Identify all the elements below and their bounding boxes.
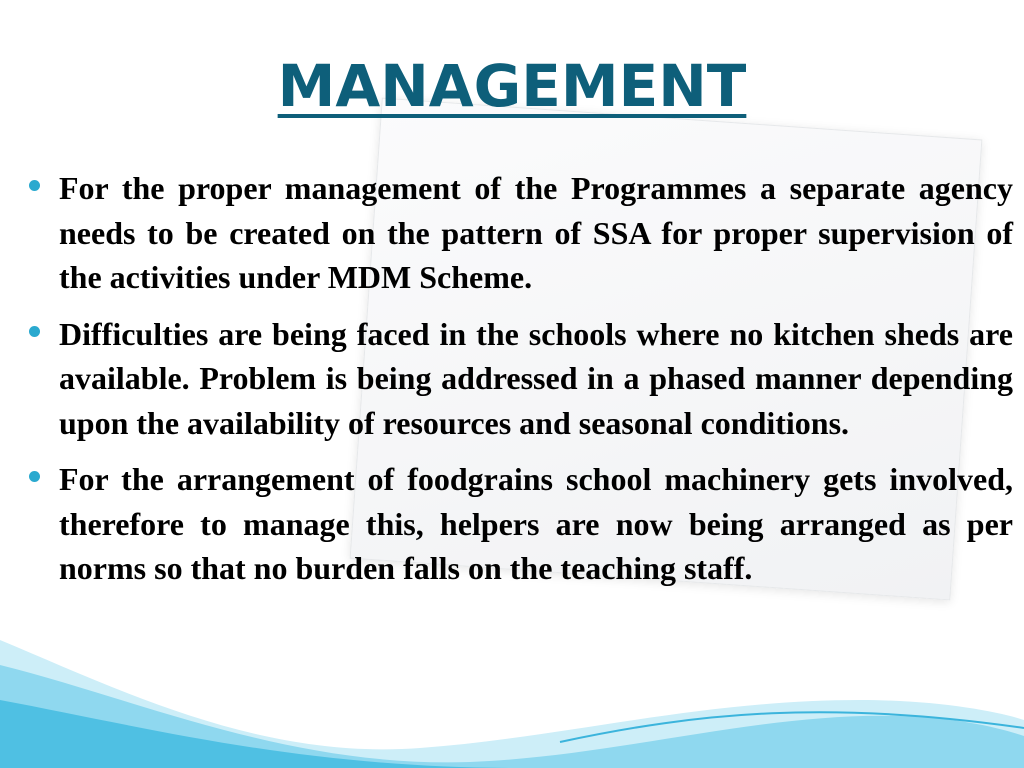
slide-title [0, 52, 1024, 120]
bullet-dot-icon [29, 326, 40, 337]
bullet-dot-icon [29, 180, 40, 191]
bullet-item [26, 312, 1013, 446]
bullet-dot-icon [29, 471, 40, 482]
bullet-list [26, 166, 1013, 603]
bullet-item [26, 166, 1013, 300]
bullet-text: For the arrangement of foodgrains school machinery gets involved, therefore to manage this, helpers are now being arranged as per norms so that no burden falls on the teaching staff. [59, 461, 1013, 586]
slide-title-text: MANAGEMENT [277, 52, 747, 120]
bullet-text: For the proper management of the Programmes a separate agency needs to be created on the pattern of SSA for proper supervision of the activities under MDM Scheme. [59, 170, 1013, 295]
bullet-text: Difficulties are being faced in the schools where no kitchen sheds are available. Problem is being addressed in a phased manner depending upon the availability of resources and seasonal conditions. [59, 315, 1013, 441]
bullet-item [26, 457, 1013, 591]
